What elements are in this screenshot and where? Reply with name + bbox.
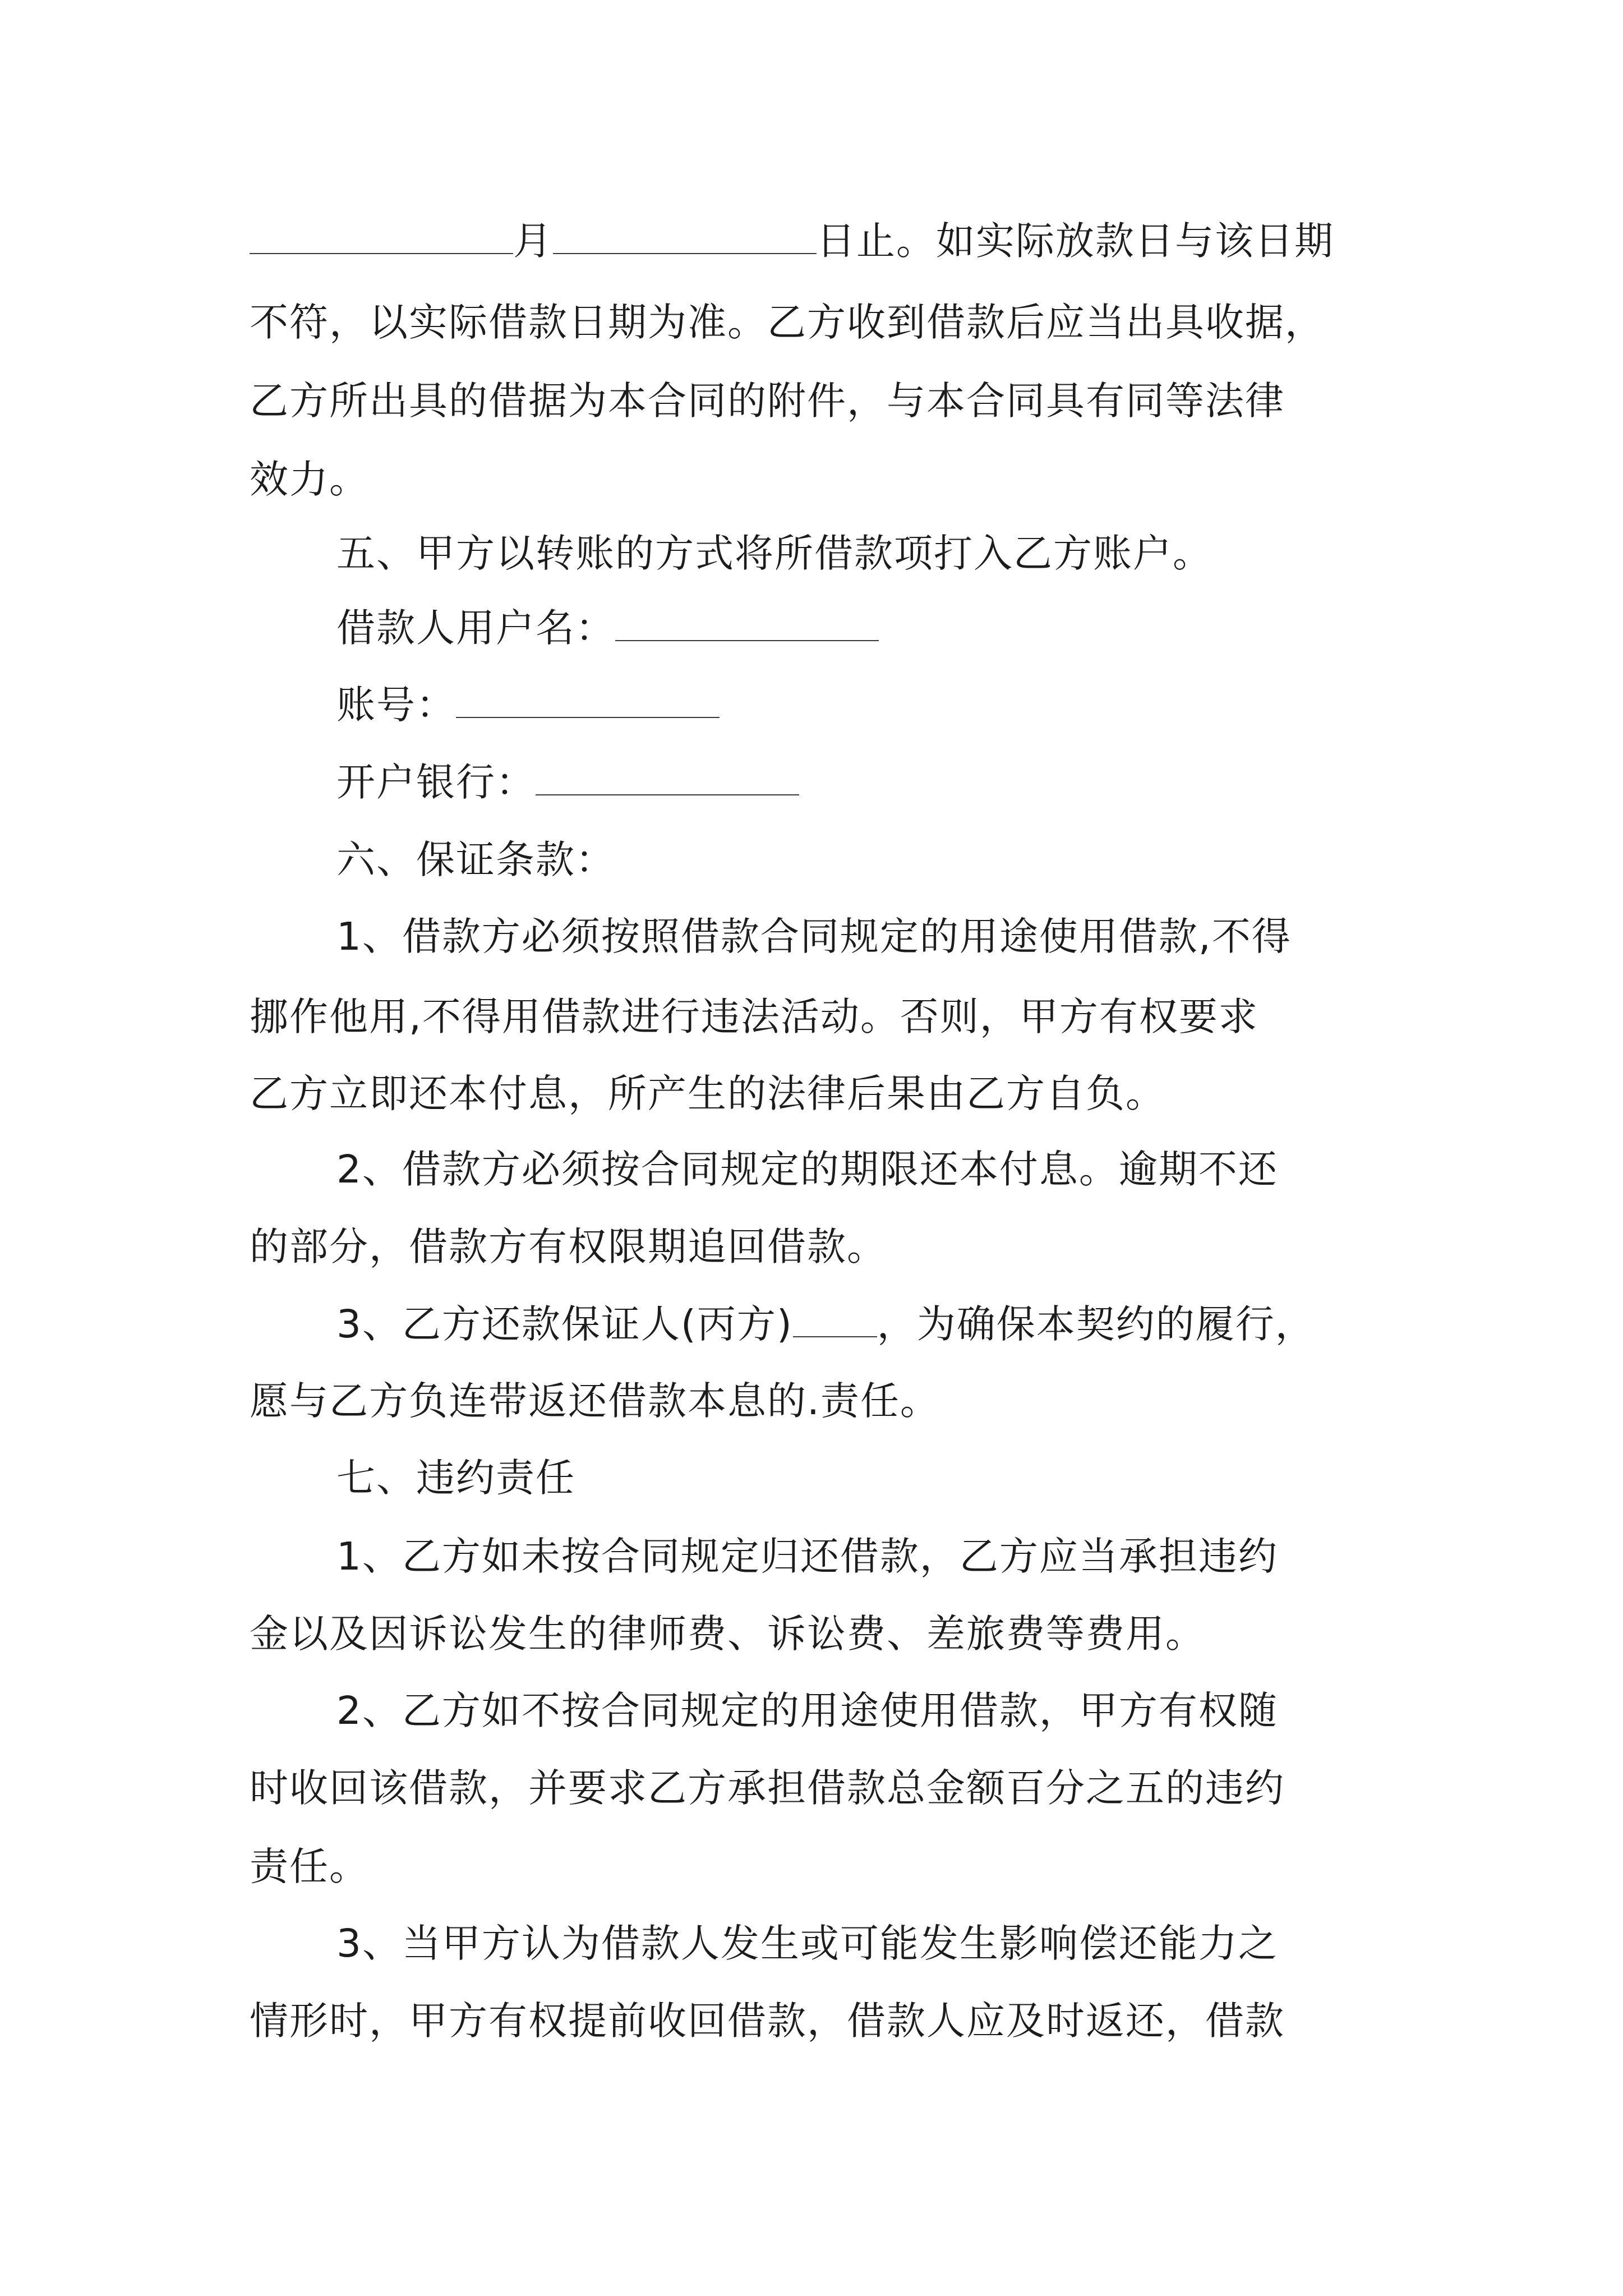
s6-clause-2-line-1: 2、借款方必须按合同规定的期限还本付息。逾期不还	[336, 1147, 1278, 1192]
s6-clause-3-text-a: 3、乙方还款保证人(丙方)	[336, 1302, 793, 1347]
borrower-username-line	[336, 603, 879, 654]
month-label: 月	[513, 219, 553, 264]
bank-label: 开户银行：	[336, 760, 536, 805]
s6-clause-3-text-b: ，为确保本契约的履行，	[877, 1302, 1315, 1347]
account-number-blank	[456, 684, 720, 718]
s7-clause-1-line-1: 1、乙方如未按合同规定归还借款，乙方应当承担违约	[336, 1534, 1278, 1579]
p4-line-2: 不符，以实际借款日期为准。乙方收到借款后应当出具收据，	[250, 300, 1325, 345]
section-6-heading: 六、保证条款：	[336, 838, 615, 882]
p4-line-1	[250, 216, 1334, 266]
section-5-heading: 五、甲方以转账的方式将所借款项打入乙方账户。	[336, 531, 1212, 576]
s6-clause-3-line-1	[336, 1299, 1315, 1350]
s7-clause-2-line-2: 时收回该借款，并要求乙方承担借款总金额百分之五的违约	[250, 1766, 1285, 1811]
borrower-username-blank	[615, 608, 879, 641]
p4-line-3: 乙方所出具的借据为本合同的附件，与本合同具有同等法律	[250, 379, 1285, 424]
s7-clause-1-line-2: 金以及因诉讼发生的律师费、诉讼费、差旅费等费用。	[250, 1612, 1205, 1657]
bank-blank	[536, 762, 799, 795]
day-blank	[553, 220, 817, 254]
guarantor-blank	[793, 1304, 877, 1337]
s7-clause-3-line-1: 3、当甲方认为借款人发生或可能发生影响偿还能力之	[336, 1921, 1278, 1966]
section-7-heading: 七、违约责任	[336, 1456, 575, 1501]
s6-clause-3-line-2: 愿与乙方负连带返还借款本息的.责任。	[250, 1379, 940, 1424]
s6-clause-2-line-2: 的部分，借款方有权限期追回借款。	[250, 1225, 887, 1269]
p4-line-4: 效力。	[250, 457, 369, 502]
borrower-username-label: 借款人用户名：	[336, 606, 615, 651]
year-blank	[250, 220, 513, 254]
account-number-label: 账号：	[336, 683, 456, 728]
s6-clause-1-line-2: 挪作他用,不得用借款进行违法活动。否则，甲方有权要求	[250, 995, 1258, 1039]
s7-clause-3-line-2: 情形时，甲方有权提前收回借款，借款人应及时返还，借款	[250, 1999, 1285, 2044]
s6-clause-1-line-3: 乙方立即还本付息，所产生的法律后果由乙方自负。	[250, 1071, 1165, 1116]
s7-clause-2-line-3: 责任。	[250, 1844, 369, 1889]
p4-line-1-text: 日止。如实际放款日与该日期	[817, 219, 1334, 264]
s6-clause-1-line-1: 1、借款方必须按照借款合同规定的用途使用借款,不得	[336, 914, 1292, 959]
account-number-line	[336, 680, 720, 730]
s7-clause-2-line-1: 2、乙方如不按合同规定的用途使用借款，甲方有权随	[336, 1688, 1278, 1733]
bank-line	[336, 757, 799, 808]
